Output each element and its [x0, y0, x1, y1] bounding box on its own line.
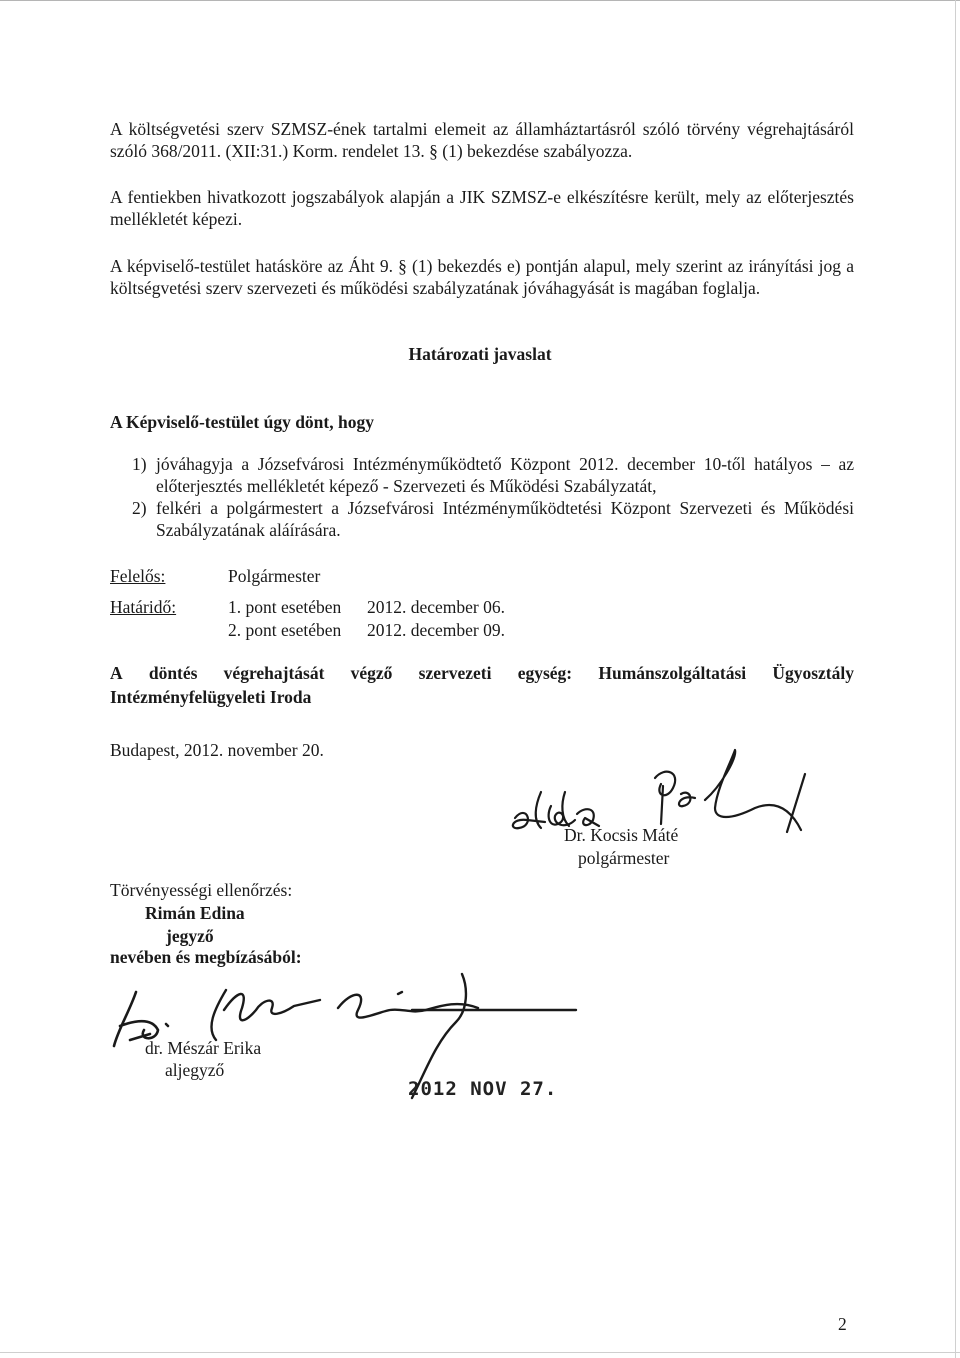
paragraph-jik-szmsz: A fentiekben hivatkozott jogszabályok alapján a JIK SZMSZ-e elkészítésre került, mely az előterjesztés mellékletét képezi. [110, 187, 854, 229]
scan-edge-bottom [0, 1352, 960, 1353]
notary-role: jegyző [166, 926, 214, 946]
resolution-item [132, 453, 854, 497]
executing-unit-word: végző [350, 663, 393, 683]
executing-unit-word: A [110, 663, 123, 683]
resolution-item [132, 497, 854, 541]
responsible-value: Polgármester [228, 566, 321, 586]
on-behalf-text: nevében és megbízásából: [110, 947, 302, 967]
executing-unit [110, 662, 854, 684]
received-stamp: 2012 NOV 27. [408, 1078, 558, 1100]
paragraph-szmsz-regulation: A költségvetési szerv SZMSZ-ének tartalmi elemeit az államháztartásról szóló törvény végrehajtásáról szóló 368/2011. (XII:31.) Korm. rendelet 13. § (1) bekezdése szabályozza. [110, 119, 854, 161]
resolution-title: Határozati javaslat [408, 344, 552, 364]
mayor-title: polgármester [578, 848, 670, 868]
deadline-label: Határidő: [110, 597, 177, 617]
responsible-label: Felelős: [110, 566, 166, 586]
item-text: jóváhagyja a Józsefvárosi Intézményműködtető Központ 2012. december 10-től hatályos – az előterjesztés mellékletét képező - Szervezeti és Működési Szabályzatát, [156, 454, 854, 496]
resolution-items [132, 453, 854, 541]
deadline-point-1: 1. pont esetében [228, 597, 342, 617]
executing-unit-line2: Intézményfelügyeleti Iroda [110, 687, 312, 707]
executing-unit-word: végrehajtását [223, 663, 325, 683]
deputy-name: dr. Mészár Erika [145, 1038, 262, 1058]
place-date: Budapest, 2012. november 20. [110, 740, 324, 760]
scan-edge-top [0, 0, 960, 1]
page-number: 2 [838, 1314, 847, 1334]
executing-unit-word: egység: [517, 663, 573, 683]
deadline-point-2: 2. pont esetében [228, 620, 342, 640]
deadline-date-2: 2012. december 09. [367, 620, 506, 640]
mayor-name: Dr. Kocsis Máté [564, 825, 679, 845]
notary-name: Rimán Edina [145, 903, 245, 923]
executing-unit-word: Humánszolgáltatási [598, 663, 747, 683]
executing-unit-word: döntés [148, 663, 198, 683]
executing-unit-word: Ügyosztály [772, 663, 854, 683]
legality-heading: Törvényességi ellenőrzés: [110, 880, 293, 900]
resolution-intro: A Képviselő-testület úgy dönt, hogy [110, 412, 374, 432]
item-text: felkéri a polgármestert a Józsefvárosi Intézményműködtetési Központ Szervezeti és Működési Szabályzatának aláírására. [156, 498, 854, 540]
item-number: 2) [132, 498, 147, 518]
paragraph-authority: A képviselő-testület hatásköre az Áht 9. § (1) bekezdés e) pontján alapul, mely szerint az irányítási jog a költségvetési szerv szervezeti és működési szabályzatának jóváhagyását is magában foglalja. [110, 256, 854, 298]
deadline-date-1: 2012. december 06. [367, 597, 506, 617]
executing-unit-word: szervezeti [418, 663, 492, 683]
deputy-title: aljegyző [165, 1060, 225, 1080]
item-number: 1) [132, 454, 147, 474]
scan-edge-right [955, 0, 956, 1358]
